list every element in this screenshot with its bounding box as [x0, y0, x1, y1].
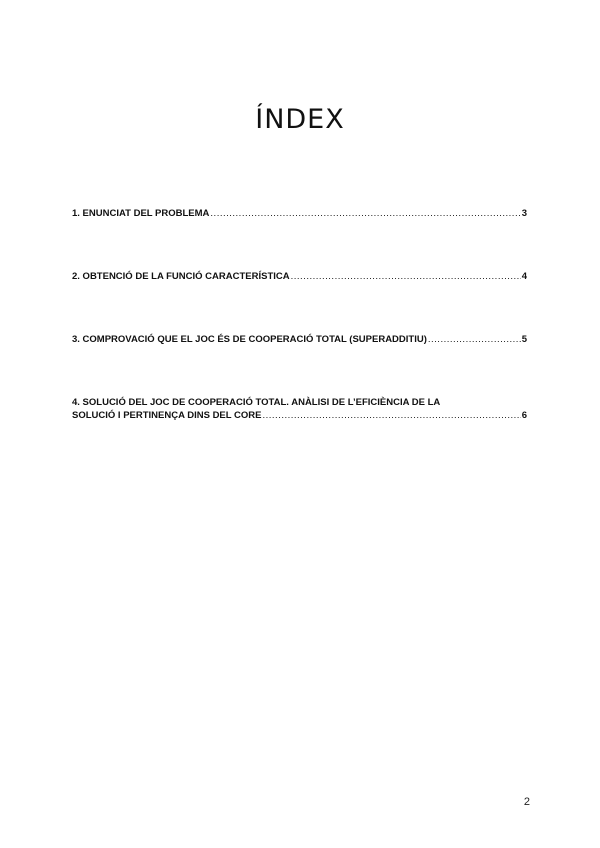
toc-entry-page: 4	[521, 271, 527, 282]
toc-line	[72, 333, 527, 346]
toc-entry-text: 3. COMPROVACIÓ QUE EL JOC ÉS DE COOPERACIÓ TOTAL (SUPERADDITIU)	[72, 334, 427, 345]
toc-entry-1[interactable]	[72, 207, 527, 220]
toc-entry-page: 6	[521, 410, 527, 421]
toc-entry-page: 3	[521, 208, 527, 219]
toc-line	[72, 270, 527, 283]
page-title: ÍNDEX	[255, 104, 345, 135]
toc-line	[72, 207, 527, 220]
toc-entry-text: 1. ENUNCIAT DEL PROBLEMA	[72, 208, 210, 219]
toc-entry-text: 2. OBTENCIÓ DE LA FUNCIÓ CARACTERÍSTICA	[72, 271, 290, 282]
toc-entry-3[interactable]	[72, 333, 527, 346]
toc-leader-dots	[291, 270, 521, 283]
toc-entry-4[interactable]	[72, 396, 527, 422]
toc-leader-dots	[263, 409, 521, 422]
toc-entry-text-line-2: SOLUCIÓ I PERTINENÇA DINS DEL CORE	[72, 410, 262, 421]
toc-leader-dots	[428, 333, 521, 346]
toc-entry-2[interactable]	[72, 270, 527, 283]
page-number: 2	[523, 796, 530, 808]
toc-leader-dots	[210, 207, 520, 220]
toc-entry-page: 5	[521, 334, 527, 345]
toc-line	[72, 409, 527, 422]
toc-entry-text-line-1: 4. SOLUCIÓ DEL JOC DE COOPERACIÓ TOTAL. ANÀLISI DE L’EFICIÈNCIA DE LA	[72, 397, 441, 408]
